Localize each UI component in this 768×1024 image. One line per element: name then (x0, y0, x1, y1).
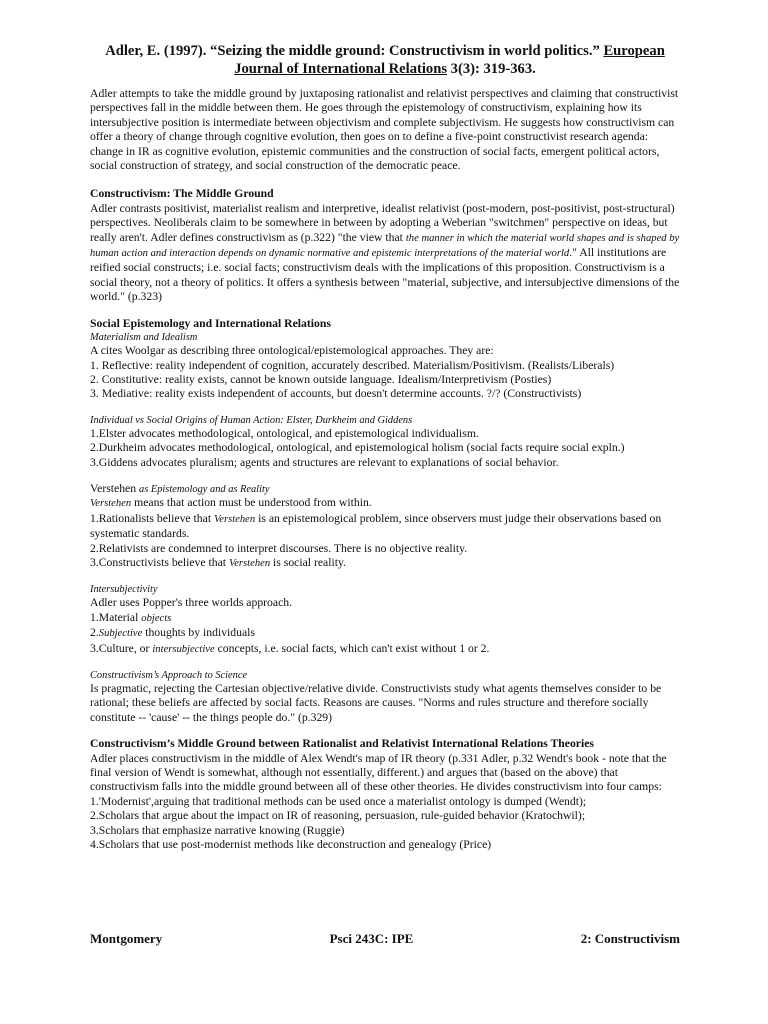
item-text: 3.Constructivists believe that (90, 555, 229, 569)
term-verstehen: Verstehen (90, 498, 132, 510)
section-body (90, 202, 680, 305)
body-text: ." All institutions are reified social constructs; i.e. social facts; constructivism deals with the implications of this proposition. Constructivism is a social theory, not a theory of politics. It offers a synthesis between "material, subjective, and intersubjective dimensions of the world." (p.323) (90, 246, 680, 304)
item-text: 1.Material (90, 610, 142, 624)
item-term: objects (141, 612, 172, 624)
item-text: concepts, i.e. social facts, which can't exist without 1 or 2. (214, 641, 490, 655)
subheading: Individual vs Social Origins of Human Action: Elster, Durkheim and Giddens (90, 414, 413, 426)
list-item: 3.Giddens advocates pluralism; agents and structures are relevant to explanations of social behavior. (90, 455, 559, 469)
item-text: is an epistemological problem, since observers must judge their observations based on systematic standards. (90, 511, 662, 541)
footer-topic: 2: Constructivism (580, 931, 680, 946)
lead-text: Adler uses Popper's three worlds approach. (90, 596, 293, 610)
item-term: Subjective (98, 628, 143, 640)
list-item: 3. Mediative: reality exists independent of accounts, but doesn't determine accounts. ?/? (Constructivists) (90, 387, 582, 401)
item-text: 2. (90, 626, 99, 640)
list-item (90, 496, 680, 511)
list-item (90, 626, 680, 641)
subheading: Intersubjectivity (90, 584, 158, 596)
definition-quote: the manner in which the material world shapes and is shaped by human action and interaction depends on dynamic normative and epistemic interpretations of the material world (90, 232, 680, 260)
list-item (90, 642, 680, 657)
section-body: Adler places constructivism in the middle of Alex Wendt's map of IR theory (p.331 Adler, p.32 Wendt's book - note that the final version of Wendt is somewhat, although not essentially, different.) and argues that (based on the above) that constructivism falls into the middle ground between all of these other theories. He divides constructivism into four camps: (90, 751, 667, 794)
list-item: 4.Scholars that use post-modernist methods like deconstruction and genealogy (Price) (90, 838, 492, 852)
footer-course: Psci 243C: IPE (329, 931, 414, 946)
citation-title (90, 42, 680, 78)
intro-paragraph: Adler attempts to take the middle ground by juxtaposing rationalist and relativist perspectives and claiming that constructivist perspectives fall in the middle between them. He goes through the epistemology of constructivism, explaining how its intersubjective position is intermediate between objectivism and complete subjectivism. He suggests how constructivism can offer a theory of change through cognitive evolution, then goes on to define a five-point constructivist research agenda: change in IR as cognitive evolution, epistemic communities and the construction of social facts, emergent political actors, social construction of strategy, and social construction of the democratic peace. (90, 87, 679, 173)
subheading-italic: as Epistemology and as Reality (139, 483, 270, 495)
list-item: 2.Durkheim advocates methodological, ontological, and epistemological holism (social facts require social expln.) (90, 441, 625, 455)
section-approach-to-science (90, 669, 680, 725)
item-term: intersubjective (152, 643, 215, 655)
item-text: thoughts by individuals (142, 626, 255, 640)
citation-prefix: Adler, E. (1997). “Seizing the middle ground: Constructivism in world politics.” (105, 43, 604, 59)
section-body: Is pragmatic, rejecting the Cartesian objective/relative divide. Constructivists study what agents themselves consider to be rational; these beliefs are affected by social facts. Reasons are causes. "Norms and rules structure and therefore socially constitute -- 'cause' -- the things people do." (p.329) (90, 682, 662, 724)
footer-author: Montgomery (90, 931, 163, 946)
list-item: 2.Relativists are condemned to interpret discourses. There is no objective reality. (90, 541, 468, 555)
section-heading: Constructivism: The Middle Ground (90, 187, 274, 201)
list-item: 3.Scholars that emphasize narrative knowing (Ruggie) (90, 823, 345, 837)
item-text: 3.Culture, or (90, 641, 153, 655)
subheading-plain: Verstehen (90, 481, 140, 495)
list-item (90, 556, 680, 571)
section-heading: Social Epistemology and International Relations (90, 316, 331, 330)
list-item: 2.Scholars that argue about the impact on IR of reasoning, persuasion, rule-guided behavior (Kratochwil); (90, 809, 586, 823)
lead-text: A cites Woolgar as describing three ontological/epistemological approaches. They are: (90, 344, 494, 358)
section-social-epistemology (90, 317, 680, 402)
list-item (90, 512, 680, 542)
list-item: 1. Reflective: reality independent of cognition, accurately described. Materialism/Positivism. (Realists/Liberals) (90, 358, 615, 372)
item-text: means that action must be understood from within. (131, 496, 372, 510)
section-heading: Constructivism’s Middle Ground between Rationalist and Relativist International Relations Theories (90, 737, 594, 751)
list-item: 1.'Modernist',arguing that traditional methods can be used once a materialist ontology is dumped (Wendt); (90, 794, 587, 808)
subheading: Constructivism’s Approach to Science (90, 670, 248, 681)
citation-suffix: 3(3): 319-363. (447, 61, 536, 77)
item-text: is social reality. (270, 555, 346, 569)
body-text: Adler contrasts positivist, materialist realism and interpretive, idealist relativist (post-modern, post-positivist, post-structural) perspectives. Neoliberals claim to be somewhere in between by adopting a Weberian "switchmen" perspective on ideas, but really aren't. Adler defines constructivism as (p.322) "the view that (90, 201, 675, 244)
journal-name: European Journal of International Relations (234, 43, 665, 77)
section-origins-of-action (90, 414, 680, 470)
item-text: 1.Rationalists believe that (90, 511, 214, 525)
section-intersubjectivity (90, 583, 680, 657)
section-middle-ground (90, 187, 680, 304)
page-footer (90, 932, 680, 946)
term-verstehen: Verstehen (228, 557, 271, 569)
subheading (90, 482, 680, 496)
list-item: 2. Constitutive: reality exists, cannot be known outside language. Idealism/Interpretivism (Posties) (90, 372, 552, 386)
list-item (90, 611, 680, 626)
section-verstehen (90, 482, 680, 571)
term-verstehen: Verstehen (214, 513, 256, 525)
section-middle-ground-theories (90, 737, 680, 852)
list-item: 1.Elster advocates methodological, ontological, and epistemological individualism. (90, 426, 479, 440)
subheading: Materialism and Idealism (90, 332, 198, 344)
